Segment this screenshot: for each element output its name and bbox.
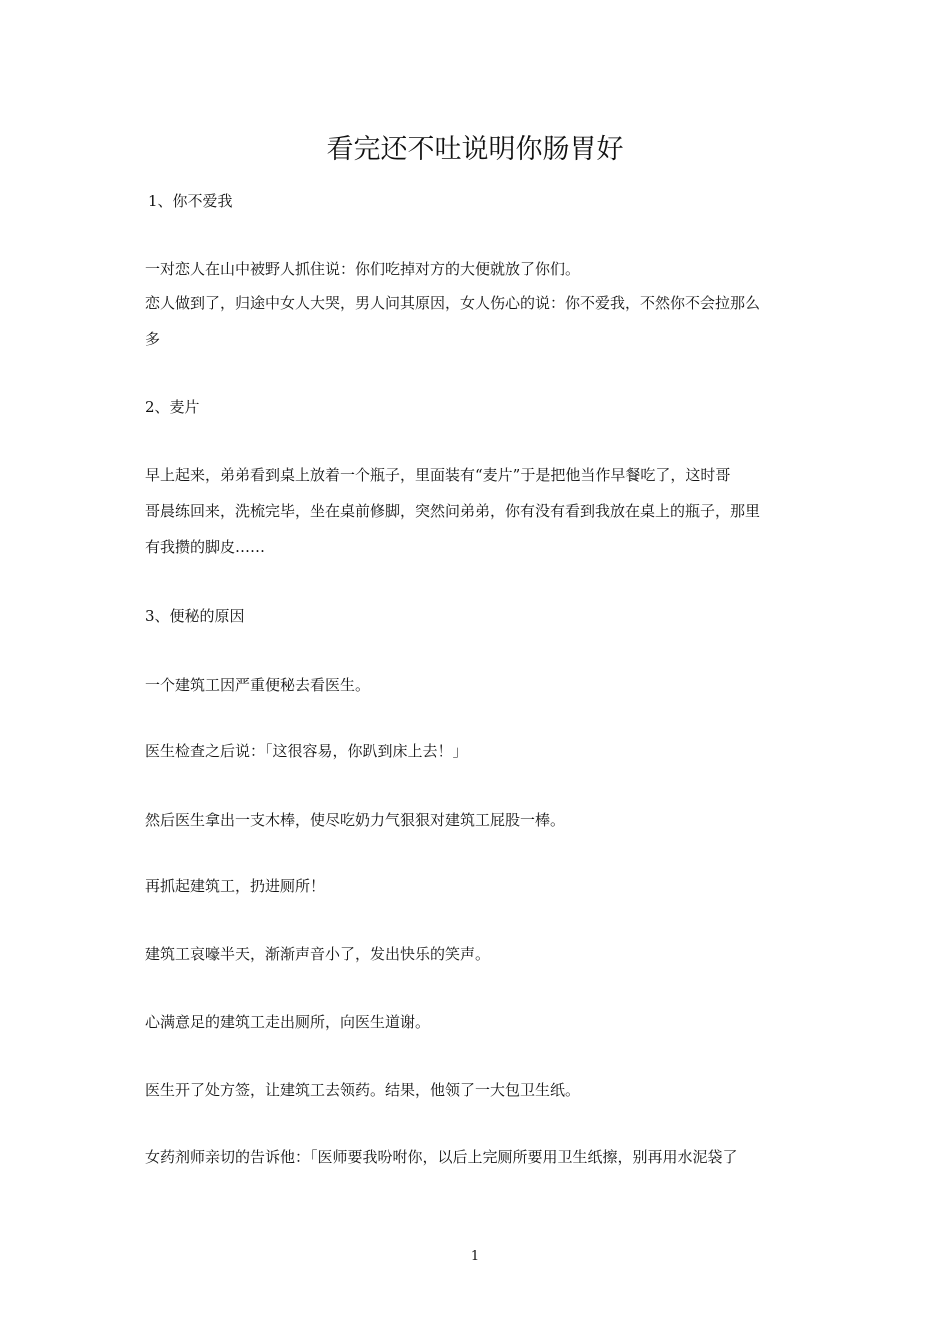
paragraph-line: 医生开了处方签，让建筑工去领药。结果，他领了一大包卫生纸。 [145,1081,581,1099]
paragraph-line: 早上起来，弟弟看到桌上放着一个瓶子，里面装有“麦片”于是把他当作早餐吃了，这时哥 [145,466,731,484]
section-heading-3: 3、便秘的原因 [145,607,245,625]
paragraph-line: 恋人做到了，归途中女人大哭，男人问其原因，女人伤心的说：你不爱我，不然你不会拉那么 [145,294,761,312]
paragraph-line: 哥晨练回来，洗梳完毕，坐在桌前修脚，突然问弟弟，你有没有看到我放在桌上的瓶子，那里 [145,502,761,520]
document-title: 看完还不吐说明你肠胃好 [326,134,624,165]
paragraph-line: 然后医生拿出一支木棒，使尽吃奶力气狠狠对建筑工屁股一棒。 [145,811,566,829]
section-heading-1: 1、你不爱我 [148,192,233,210]
paragraph-line: 再抓起建筑工，扔进厕所！ [145,877,326,895]
paragraph-line: 建筑工哀嚎半天，渐渐声音小了，发出快乐的笑声。 [145,945,491,963]
page-number: 1 [470,1249,480,1264]
paragraph-line: 一对恋人在山中被野人抓住说：你们吃掉对方的大便就放了你们。 [145,260,581,278]
section-heading-2: 2、麦片 [145,398,200,416]
paragraph-line: 有我攒的脚皮…… [145,538,266,556]
paragraph-line: 心满意足的建筑工走出厕所，向医生道谢。 [145,1013,431,1031]
paragraph-line: 医生检查之后说：「这很容易，你趴到床上去！」 [145,742,468,760]
paragraph-line: 一个建筑工因严重便秘去看医生。 [145,676,371,694]
paragraph-line: 多 [145,330,161,348]
paragraph-line: 女药剂师亲切的告诉他：「医师要我吩咐你，以后上完厕所要用卫生纸擦，别再用水泥袋了 [145,1148,738,1166]
